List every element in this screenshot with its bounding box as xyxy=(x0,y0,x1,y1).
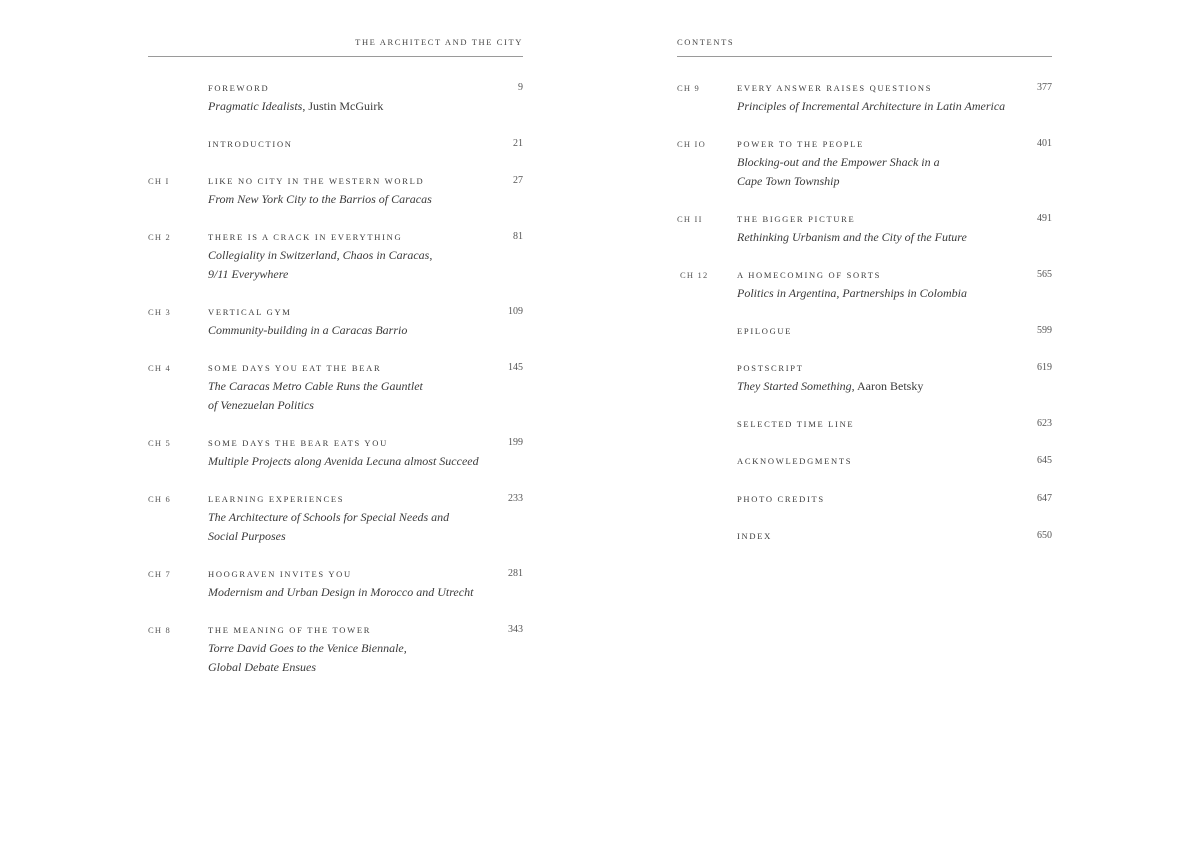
entry-title: A HOMECOMING OF SORTS xyxy=(737,270,882,280)
entry-page-number: 647 xyxy=(1037,493,1052,504)
chapter-number: CH 7 xyxy=(148,569,171,579)
entry-subtitle xyxy=(208,97,508,116)
entry-title: SOME DAYS THE BEAR EATS YOU xyxy=(208,438,388,448)
subtitle-line: Multiple Projects along Avenida Lecuna almost Succeed xyxy=(208,454,479,468)
subtitle-line: 9/11 Everywhere xyxy=(208,267,289,281)
subtitle-line: Rethinking Urbanism and the City of the Future xyxy=(737,230,967,244)
subtitle-author: , Justin McGuirk xyxy=(302,99,384,113)
entry-title: FOREWORD xyxy=(208,83,270,93)
entry-title: EPILOGUE xyxy=(737,326,793,336)
entry-title: THE MEANING OF THE TOWER xyxy=(208,625,372,635)
subtitle-line: Politics in Argentina, Partnerships in Colombia xyxy=(737,286,968,300)
entry-subtitle xyxy=(737,284,1037,303)
entry-page-number: 281 xyxy=(508,568,523,579)
entry-subtitle xyxy=(737,228,1037,247)
entry-title: VERTICAL GYM xyxy=(208,307,292,317)
chapter-number: CH 3 xyxy=(148,307,171,317)
entry-subtitle xyxy=(208,452,508,471)
subtitle-line: The Architecture of Schools for Special Needs and xyxy=(208,510,450,524)
entry-page-number: 565 xyxy=(1037,269,1052,280)
running-head: CONTENTS xyxy=(677,37,735,47)
entry-title: SELECTED TIME LINE xyxy=(737,419,855,429)
chapter-number: CH 6 xyxy=(148,494,171,504)
subtitle-line: The Caracas Metro Cable Runs the Gauntlet xyxy=(208,379,423,393)
entry-subtitle xyxy=(208,190,508,209)
entry-title: SOME DAYS YOU EAT THE BEAR xyxy=(208,363,382,373)
subtitle-author: , Aaron Betsky xyxy=(851,379,924,393)
entry-page-number: 9 xyxy=(518,82,523,93)
subtitle-line: Blocking-out and the Empower Shack in a xyxy=(737,155,940,169)
entry-page-number: 599 xyxy=(1037,325,1052,336)
subtitle-line: of Venezuelan Politics xyxy=(208,398,314,412)
subtitle-line: Social Purposes xyxy=(208,529,286,543)
entry-title: LEARNING EXPERIENCES xyxy=(208,494,345,504)
entry-title: INTRODUCTION xyxy=(208,139,293,149)
header-rule xyxy=(677,56,1052,57)
subtitle-line: Principles of Incremental Architecture in Latin America xyxy=(737,99,1006,113)
entry-title: THERE IS A CRACK IN EVERYTHING xyxy=(208,232,403,242)
subtitle-italic: They Started Something xyxy=(737,379,852,393)
subtitle-line: Community-building in a Caracas Barrio xyxy=(208,323,408,337)
entry-subtitle xyxy=(208,583,508,602)
entry-page-number: 491 xyxy=(1037,213,1052,224)
chapter-number: CH 2 xyxy=(148,232,171,242)
entry-page-number: 81 xyxy=(513,231,523,242)
entry-subtitle xyxy=(737,97,1037,116)
entry-title: INDEX xyxy=(737,531,772,541)
entry-title: PHOTO CREDITS xyxy=(737,494,825,504)
subtitle-italic: Pragmatic Idealists xyxy=(208,99,303,113)
entry-title: THE BIGGER PICTURE xyxy=(737,214,856,224)
entry-page-number: 109 xyxy=(508,306,523,317)
entry-page-number: 145 xyxy=(508,362,523,373)
subtitle-line: Cape Town Township xyxy=(737,174,840,188)
entry-page-number: 233 xyxy=(508,493,523,504)
subtitle-line: Modernism and Urban Design in Morocco and Utrecht xyxy=(208,585,474,599)
entry-page-number: 21 xyxy=(513,138,523,149)
entry-page-number: 401 xyxy=(1037,138,1052,149)
subtitle-line: Torre David Goes to the Venice Biennale, xyxy=(208,641,407,655)
entry-page-number: 623 xyxy=(1037,418,1052,429)
entry-title: POSTSCRIPT xyxy=(737,363,804,373)
entry-page-number: 199 xyxy=(508,437,523,448)
entry-page-number: 377 xyxy=(1037,82,1052,93)
entry-subtitle xyxy=(208,321,508,340)
entry-title: EVERY ANSWER RAISES QUESTIONS xyxy=(737,83,933,93)
entry-title: HOOGRAVEN INVITES YOU xyxy=(208,569,352,579)
entry-page-number: 343 xyxy=(508,624,523,635)
entry-subtitle xyxy=(208,508,508,546)
chapter-number: CH IO xyxy=(677,139,706,149)
subtitle-line: Collegiality in Switzerland, Chaos in Caracas, xyxy=(208,248,433,262)
chapter-number: CH 12 xyxy=(680,270,709,280)
entry-title: ACKNOWLEDGMENTS xyxy=(737,456,853,466)
entry-subtitle xyxy=(737,153,1037,191)
chapter-number: CH 5 xyxy=(148,438,171,448)
chapter-number: CH 9 xyxy=(677,83,700,93)
running-head: THE ARCHITECT AND THE CITY xyxy=(355,37,523,47)
entry-page-number: 650 xyxy=(1037,530,1052,541)
chapter-number: CH II xyxy=(677,214,703,224)
entry-title: LIKE NO CITY IN THE WESTERN WORLD xyxy=(208,176,425,186)
chapter-number: CH I xyxy=(148,176,170,186)
entry-subtitle xyxy=(737,377,1037,396)
header-rule xyxy=(148,56,523,57)
entry-page-number: 27 xyxy=(513,175,523,186)
entry-subtitle xyxy=(208,246,508,284)
chapter-number: CH 8 xyxy=(148,625,171,635)
subtitle-line: From New York City to the Barrios of Caracas xyxy=(208,192,432,206)
entry-title: POWER TO THE PEOPLE xyxy=(737,139,864,149)
subtitle-line: Global Debate Ensues xyxy=(208,660,316,674)
entry-subtitle xyxy=(208,639,508,677)
entry-page-number: 619 xyxy=(1037,362,1052,373)
chapter-number: CH 4 xyxy=(148,363,171,373)
entry-page-number: 645 xyxy=(1037,455,1052,466)
entry-subtitle xyxy=(208,377,508,415)
